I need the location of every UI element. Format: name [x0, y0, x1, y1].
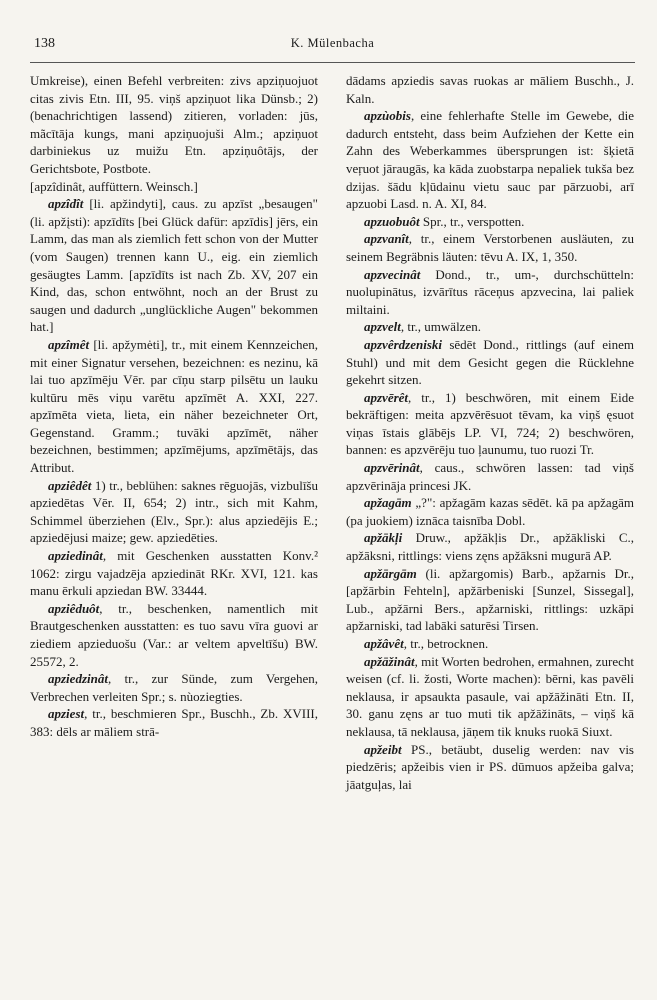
left-column: [30, 72, 318, 741]
entry-text: 1) tr., beblühen: saknes rēguojās, vizbulīšu apziedētas Vēr. II, 654; 2) intr., sich mit Kahm, Schimmel überziehen (Elv., Spr.): alus apziedējis E.; apziedējusi maize; gew. apziedēties.: [30, 477, 318, 546]
entry-text: [apzîdinât, auffüttern. Weinsch.]: [30, 178, 198, 194]
dictionary-entry: [346, 107, 634, 213]
dictionary-entry: [346, 494, 634, 529]
dictionary-entry: [346, 336, 634, 389]
entry-headword: apžākļi: [364, 530, 403, 546]
entry-text: , tr., beschmieren Spr., Buschh., Zb. XVIII, 383: dēls ar māliem strā-: [30, 706, 318, 739]
dictionary-entry: [346, 459, 634, 494]
entry-text: „?": apžagām kazas sēdēt. kā pa apžagām (pa juokiem) iznāca taisnība Dobl.: [346, 495, 634, 528]
entry-headword: apzvanît: [364, 231, 409, 247]
entry-headword: apžāžinât: [364, 653, 415, 669]
dictionary-entry: [30, 72, 318, 178]
entry-headword: apžâvêt: [364, 636, 404, 651]
entry-text: PS., betäubt, duselig werden: nav vis piedzēris; apžeibis vien ir PS. dūmuos apžeiba galva; jāatguļas, lai: [346, 741, 634, 792]
dictionary-entry: [30, 600, 318, 670]
running-head: K. Mülenbacha: [290, 36, 375, 50]
page-header: [30, 36, 635, 58]
entry-text: [li. apžindyti], caus. zu apzīst „besaugen" (li. apžįsti): apzīdīts [bei Glück dafür: apzīdis] jērs, ein Lamm, das man als ziemlich fett schon von der Mutter (vom Saugen) trennen kann U., eig. ein ziemlich gesäugtes Lamm. [apzīdīts ist nach Zb. XV, 207 ein Kind, das, schon entwöhnt, noch an der Brust zu saugen und dadurch „unglückliche Augen" bekommen hat.]: [30, 196, 318, 335]
entry-text: , eine fehlerhafte Stelle im Gewebe, die dadurch entsteht, dass beim Aufziehen der Kette ein Zahn des Weberkammes übersprungen ist: šķietā veŗuot jāraugās, ka kāda zuobstarpa nepaliek tukša bez dzijas. šādu kļūdainu vietu sauc par pārzuobi, arī apzuobi Lasd. n. A. XI, 84.: [346, 108, 634, 212]
dictionary-entry: [30, 547, 318, 600]
entry-headword: apžeibt: [364, 741, 402, 757]
dictionary-entry: [30, 670, 318, 705]
dictionary-entry: [346, 213, 634, 231]
dictionary-entry: [346, 266, 634, 319]
dictionary-entry: [30, 336, 318, 477]
entry-headword: apziêduôt: [48, 600, 100, 616]
entry-headword: apžārgām: [364, 565, 417, 581]
entry-text: Spr., tr., verspotten.: [419, 213, 525, 229]
entry-headword: apziêdêt: [48, 477, 92, 493]
right-column: [346, 72, 634, 793]
header-rule: [30, 62, 635, 63]
entry-text: Umkreise), einen Befehl verbreiten: zivs apziņuojuot citas zivis Etn. III, 95. viņš apziņuot lika Dünsb.; 2) (benachrichtigen lassend) zitieren, vorladen: jūs, mãcītāja kungs, mani apziņuojuši Alm.; apziņuot darbiniekus uz muižu Etn. apziņuôtājs, der Gerichtsbote, Postbote.: [30, 73, 318, 176]
entry-headword: apzvelt: [364, 319, 401, 335]
entry-text: , tr., einem Verstorbenen ausläuten, zu seinem Begräbnis läuten: tēvu A. IX, 1, 350.: [346, 231, 634, 264]
entry-headword: apžagām: [364, 495, 412, 511]
dictionary-entry: [346, 318, 634, 336]
entry-headword: apzîdît: [48, 196, 84, 212]
dictionary-entry: [30, 477, 318, 547]
page-number: 138: [34, 36, 55, 51]
entry-text: , mit Worten bedrohen, ermahnen, zurecht weisen (cf. li. žosti, Worte machen): bērni, kas pavēli neklausa, ir apsaukta pasaule, vai apžāžināti Etn. II, 30. ganu zęns ar tuo muti tik apžāžināts, – viņš kā neklausa, tā neklausa, jāņem tik knuks ruokā Siuxt.: [346, 653, 634, 739]
dictionary-entry: [346, 635, 634, 653]
entry-headword: apzvērêt: [364, 389, 409, 405]
entry-text: Druw., apžākļis Dr., apžākliski C., apžāksni, rittlings: viens zęns apžāksni mugurā AP.: [346, 530, 634, 564]
entry-text: , tr., 1) beschwören, mit einem Eide bekräftigen: meita apzvērēsuot tēvam, ka viņš ęsuot viņas īstais glābējs LP. VI, 724; 2) beschwören, bannen: es apzvērēju tuo ļaunumu, tuo ruozi Tr.: [346, 389, 634, 458]
dictionary-entry: [30, 705, 318, 740]
entry-text: dādams apziedis savas ruokas ar māliem Buschh., J. Kaln.: [346, 73, 634, 106]
entry-text: (li. apžargomis) Barb., apžarnis Dr., [apžārbin Fehteln], apžārbeniski [Sunzel, Sissegal], Lub., apžārni Bers., apžarniski, rittlings: uzkāpi apžarniski, tad labāki saturēsi Tirsen.: [346, 565, 634, 634]
entry-text: Dond., tr., um-, durchschütteln: nuolupinātus, izvārītus rāceņus apzvecina, lai paliek miltaini.: [346, 266, 634, 317]
entry-headword: apzùobis: [364, 108, 411, 124]
entry-text: [li. apžymėti], tr., mit einem Kennzeichen, mit einer Signatur versehen, bezeichnen: es nezinu, kā lai tuo apzīmēju Vēr. par cīņu starp pilsētu un lauku kultūru mēs viņu varētu apzīmēt A. XXI, 227. apzīmēta vieta, lieta, ein näher bezeichneter Ort, Gegenstand. Gramm.; tuvāki apzīmēt, näher bezeichnen, bestimmen; apzīmējums, apzīmētājs, das Attribut.: [30, 336, 318, 476]
dictionary-entry: [346, 230, 634, 265]
entry-text: , mit Geschenken ausstatten Konv.² 1062: zirgu vajadzēja apziedināt RKr. XVI, 121. kas manu ērkuli apziedan BW. 33444.: [30, 548, 318, 599]
entry-headword: apzvêrdzeniski: [364, 336, 442, 352]
dictionary-entry: [30, 195, 318, 336]
entry-headword: apzvērinât: [364, 460, 420, 476]
entry-headword: apzuobuôt: [364, 213, 420, 229]
dictionary-entry: [346, 741, 634, 794]
dictionary-entry: [346, 565, 634, 635]
entry-headword: apziedzinât: [48, 671, 108, 687]
entry-text: , caus., schwören lassen: tad viņš apzvērināja princesi JK.: [346, 460, 634, 493]
entry-text: sēdēt Dond., rittlings (auf einem Stuhl) und mit dem Gesicht gegen die Rücklehne gekehrt sitzen.: [346, 336, 634, 388]
dictionary-entry: [346, 653, 634, 741]
entry-headword: apzvecinât: [364, 266, 421, 282]
dictionary-entry: [346, 529, 634, 564]
entry-text: , tr., umwälzen.: [400, 319, 481, 335]
dictionary-entry: [346, 72, 634, 107]
entry-text: , tr., betrocknen.: [403, 636, 489, 651]
entry-headword: apziest: [48, 706, 85, 722]
entry-text: , tr., beschenken, namentlich mit Brautgeschenken ausstatten: es tuo savu vīra guovi ar ziediem apzieduošu (Var.: ar veltem apveltīšu) BW. 25572, 2.: [30, 600, 318, 669]
dictionary-entry: [346, 389, 634, 459]
entry-headword: apziedinât: [48, 548, 103, 564]
entry-text: , tr., zur Sünde, zum Vergehen, Verbrechen verleiten Spr.; s. nùoziegties.: [30, 671, 318, 704]
dictionary-entry: [30, 178, 318, 196]
entry-headword: apzîmêt: [48, 336, 90, 352]
